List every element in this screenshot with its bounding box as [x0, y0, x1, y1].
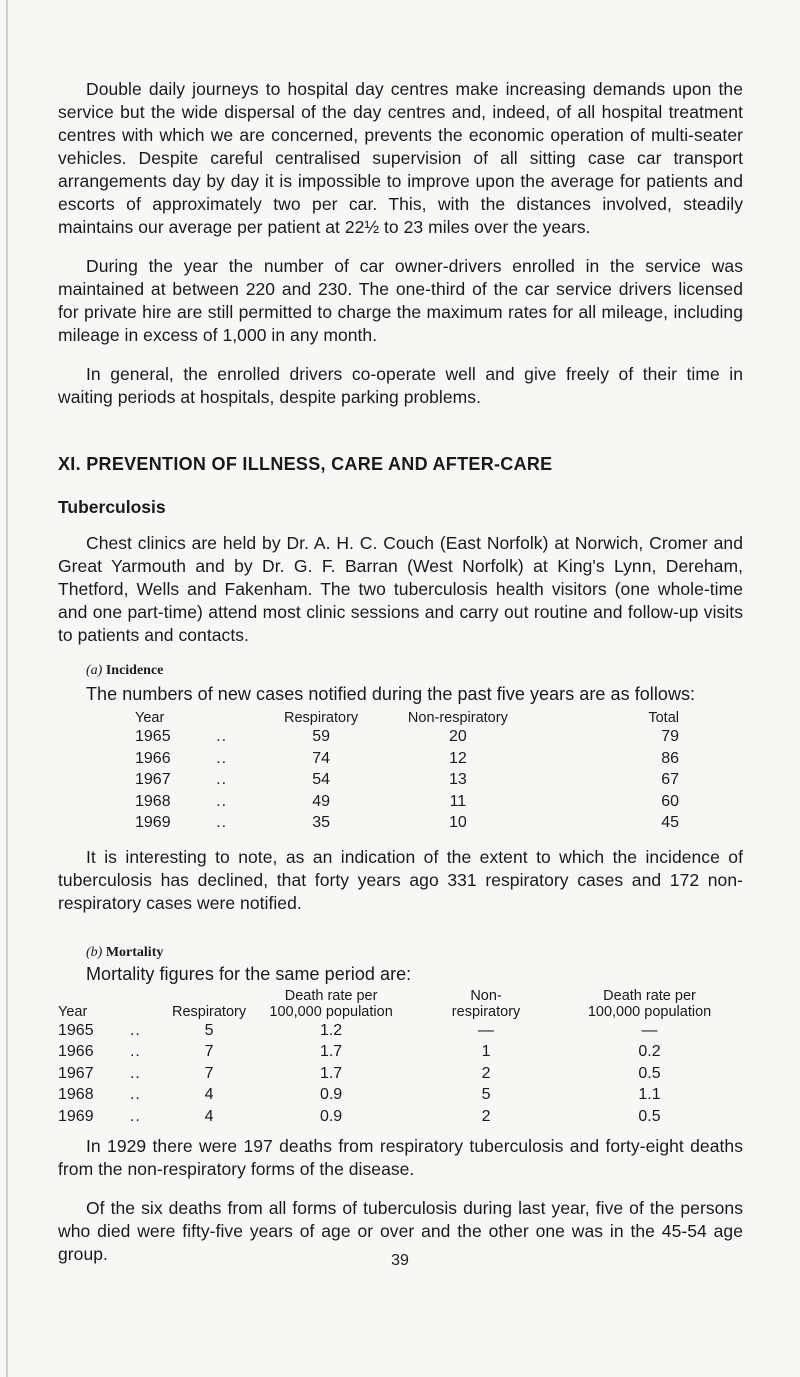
- mortality-year: 1966: [58, 1043, 94, 1060]
- incidence-label-text: Incidence: [105, 663, 164, 678]
- leader-dots: ..: [129, 1086, 141, 1103]
- document-page: [58, 78, 743, 1266]
- incidence-respiratory: 74: [312, 749, 330, 767]
- incidence-header-row: [135, 710, 685, 726]
- mortality-respiratory: 4: [204, 1107, 214, 1125]
- mortality-rate-nonrespiratory: 0.5: [638, 1064, 661, 1082]
- table-row: [58, 1106, 743, 1128]
- incidence-nonrespiratory: 12: [448, 749, 467, 767]
- leader-dots: ..: [216, 728, 228, 745]
- page-number: 39: [391, 1252, 409, 1269]
- paragraph-driver-cooperation: In general, the enrolled drivers co-operate well and give freely of their time in waiting periods at hospitals, despite parking problems.: [58, 364, 743, 407]
- mortality-header-rate-nonrespiratory: [556, 988, 743, 1020]
- table-row: [135, 812, 685, 834]
- mortality-rate-nonrespiratory: 0.2: [638, 1043, 661, 1060]
- mortality-rate-respiratory: 0.9: [319, 1107, 343, 1125]
- mortality-label-letter: (b): [86, 944, 103, 960]
- table-row: [58, 1063, 743, 1085]
- leader-dots: ..: [216, 792, 228, 810]
- incidence-table: [135, 710, 685, 834]
- leader-dots: ..: [216, 814, 228, 831]
- mortality-nonrespiratory: 2: [481, 1107, 491, 1125]
- incidence-respiratory: 49: [312, 792, 330, 810]
- mortality-header-nonrespiratory: [416, 988, 556, 1020]
- incidence-year: 1965: [135, 728, 171, 745]
- header-line: Death rate per: [603, 987, 696, 1004]
- mortality-respiratory: 7: [204, 1064, 214, 1082]
- incidence-note: It is interesting to note, as an indication of the extent to which the incidence of tuberculosis has declined, that forty years ago 331 respiratory cases and 172 non-respiratory cases were notified.: [58, 846, 743, 913]
- incidence-total: 79: [661, 728, 679, 745]
- mortality-year: 1969: [58, 1107, 94, 1125]
- mortality-header-rate-respiratory: [246, 988, 416, 1020]
- mortality-year: 1965: [58, 1021, 94, 1039]
- mortality-lead: Mortality figures for the same period are:: [86, 963, 412, 984]
- leader-dots: ..: [216, 749, 228, 767]
- mortality-respiratory: 5: [204, 1021, 214, 1039]
- incidence-total: 86: [661, 749, 679, 767]
- incidence-nonrespiratory: 13: [448, 771, 467, 788]
- header-line: 100,000 population: [269, 1003, 393, 1020]
- incidence-header-year: Year: [135, 710, 165, 726]
- incidence-year: 1966: [135, 749, 171, 767]
- leader-dots: ..: [129, 1064, 141, 1082]
- leader-dots: ..: [216, 771, 228, 788]
- mortality-respiratory: 4: [204, 1086, 214, 1103]
- incidence-respiratory: 59: [312, 728, 330, 745]
- mortality-rate-respiratory: 1.7: [319, 1064, 343, 1082]
- incidence-total: 67: [661, 771, 679, 788]
- mortality-label-text: Mortality: [105, 944, 164, 960]
- incidence-year: 1968: [135, 792, 171, 810]
- table-row: [135, 791, 685, 813]
- mortality-nonrespiratory: —: [478, 1021, 495, 1039]
- mortality-year: 1968: [58, 1086, 94, 1103]
- mortality-rate-nonrespiratory: 1.1: [638, 1086, 661, 1103]
- table-row: [58, 1084, 743, 1106]
- header-line: Non-: [470, 987, 502, 1004]
- table-row: [135, 726, 685, 748]
- leader-dots: ..: [129, 1107, 141, 1125]
- mortality-table: [58, 988, 743, 1128]
- mortality-note-1929: In 1929 there were 197 deaths from respiratory tuberculosis and forty-eight deaths from the non-respiratory forms of the disease.: [58, 1136, 743, 1179]
- mortality-rate-nonrespiratory: 0.5: [638, 1107, 661, 1125]
- header-line: Death rate per: [284, 987, 378, 1004]
- incidence-nonrespiratory: 10: [448, 814, 467, 831]
- header-line: 100,000 population: [587, 1003, 712, 1020]
- incidence-header-total: Total: [648, 710, 679, 726]
- mortality-rate-respiratory: 1.7: [319, 1043, 343, 1060]
- subheading-tuberculosis: Tuberculosis: [58, 497, 166, 517]
- mortality-header-respiratory: Respiratory: [171, 1003, 247, 1020]
- incidence-label: [86, 663, 743, 679]
- incidence-year: 1969: [135, 814, 171, 831]
- paragraph-transport-journeys: Double daily journeys to hospital day centres make increasing demands upon the service but the wide dispersal of the day centres and, indeed, of all hospital treatment centres with which we are concerned, prevents the economic operation of multi-seater vehicles. Despite careful centralised supervision of all sitting case car transport arrangements day by day it is impossible to improve upon the average for patients and escorts of approximately two per car. This, with the distances involved, steadily maintains our average per patient at 22½ to 23 miles over the years.: [58, 79, 743, 237]
- leader-dots: ..: [129, 1021, 141, 1039]
- table-row: [58, 1041, 743, 1063]
- paragraph-car-drivers: During the year the number of car owner-drivers enrolled in the service was maintained at between 220 and 230. The one-third of the car service drivers licensed for private hire are still permitted to charge the maximum rates for all mileage, including mileage in excess of 1,000 in any month.: [58, 256, 743, 345]
- mortality-label: [86, 945, 743, 961]
- header-line: respiratory: [451, 1003, 521, 1020]
- mortality-header-year: Year: [58, 1003, 88, 1020]
- mortality-respiratory: 7: [204, 1043, 214, 1060]
- leader-dots: ..: [129, 1043, 141, 1060]
- mortality-year: 1967: [58, 1064, 94, 1082]
- mortality-nonrespiratory: 2: [481, 1064, 491, 1082]
- table-row: [135, 748, 685, 770]
- incidence-year: 1967: [135, 771, 171, 788]
- incidence-nonrespiratory: 20: [448, 728, 467, 745]
- incidence-total: 60: [661, 792, 679, 810]
- incidence-label-letter: (a): [86, 663, 103, 678]
- paragraph-chest-clinics: Chest clinics are held by Dr. A. H. C. Couch (East Norfolk) at Norwich, Cromer and Great Yarmouth and by Dr. G. F. Barran (West Norfolk) at King's Lynn, Dereham, Thetford, Wells and Fakenham. The two tuberculosis health visitors (one whole-time and one part-time) attend most clinic sessions and carry out routine and follow-up visits to patients and contacts.: [58, 533, 743, 645]
- mortality-rate-respiratory: 1.2: [319, 1021, 343, 1039]
- mortality-nonrespiratory: 5: [481, 1086, 491, 1103]
- incidence-lead: The numbers of new cases notified during the past five years are as follows:: [86, 684, 696, 704]
- mortality-rate-nonrespiratory: —: [641, 1021, 658, 1039]
- incidence-respiratory: 35: [312, 814, 330, 831]
- mortality-rate-respiratory: 0.9: [319, 1086, 343, 1103]
- incidence-header-respiratory: Respiratory: [284, 710, 359, 726]
- table-row: [58, 1020, 743, 1042]
- mortality-nonrespiratory: 1: [481, 1043, 491, 1060]
- incidence-total: 45: [661, 814, 679, 831]
- incidence-respiratory: 54: [312, 771, 330, 788]
- incidence-header-nonrespiratory: Non-respiratory: [407, 710, 508, 726]
- section-heading: XI. PREVENTION OF ILLNESS, CARE AND AFTER-CARE: [58, 454, 553, 474]
- mortality-header-row: [58, 988, 743, 1020]
- table-row: [135, 769, 685, 791]
- page-edge-shadow: [6, 0, 8, 1377]
- incidence-nonrespiratory: 11: [449, 792, 467, 810]
- mortality-note-age: Of the six deaths from all forms of tuberculosis during last year, five of the persons who died were fifty-five years of age or over and the other one was in the 45-54 age group.: [58, 1198, 743, 1264]
